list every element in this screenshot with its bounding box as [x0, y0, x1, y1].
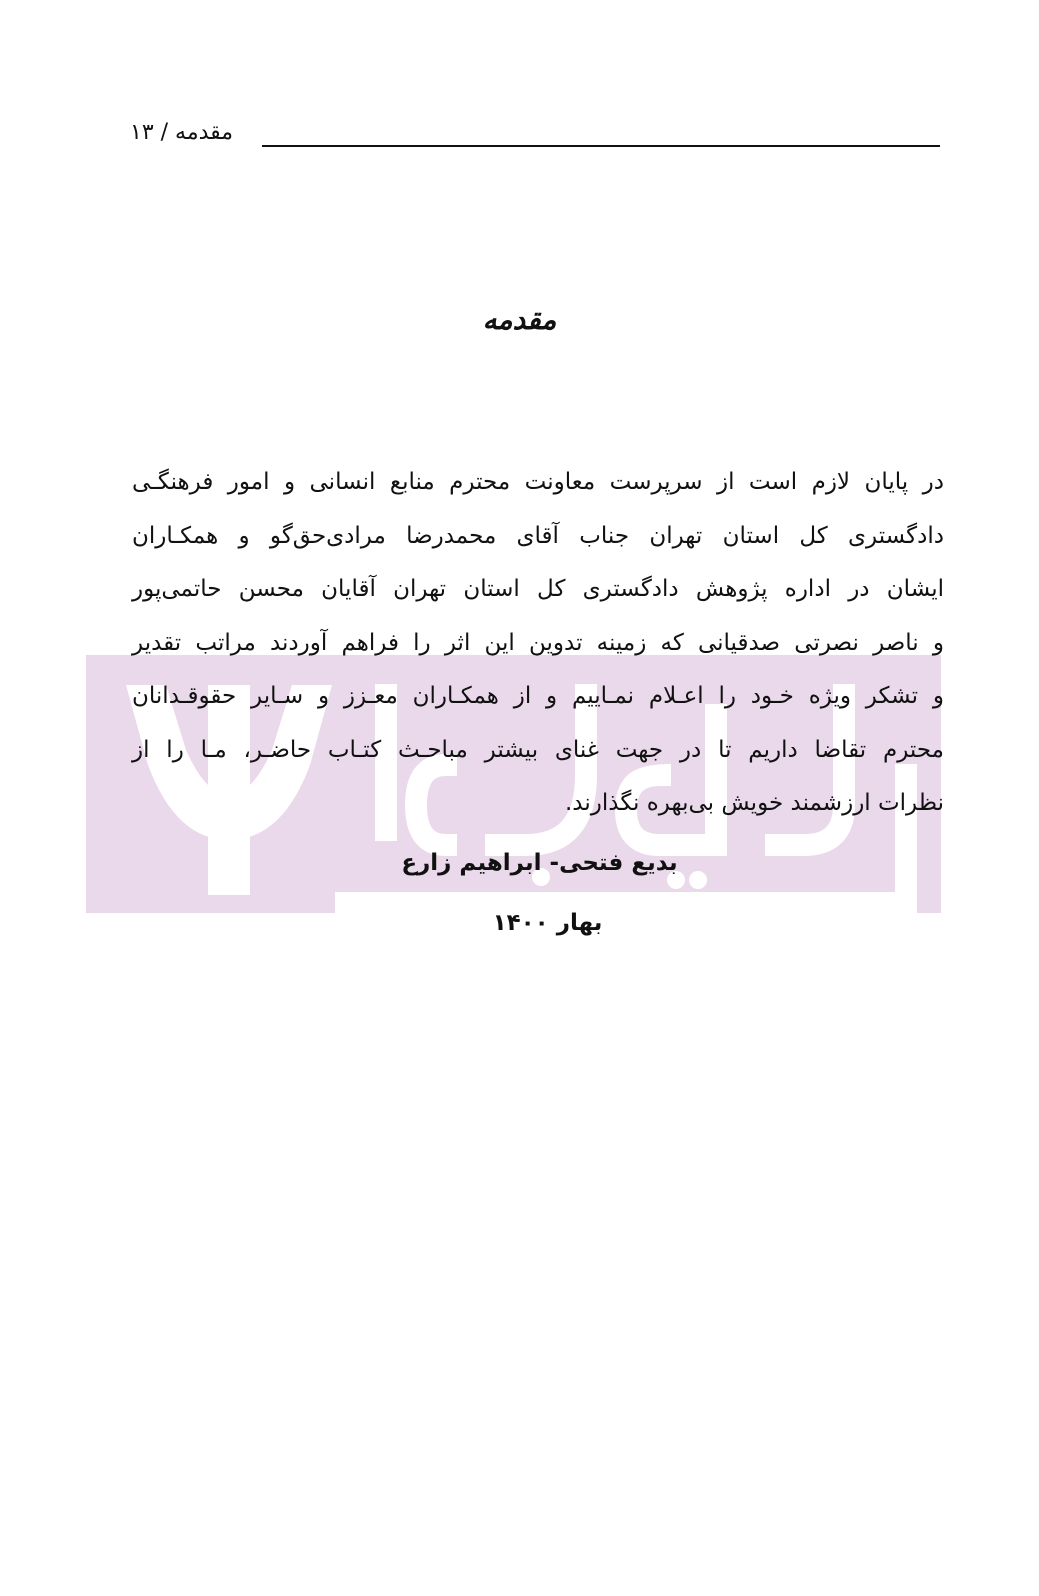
- paragraph-line: در پایان لازم است از سرپرست معاونت محترم منابع انسانی و امور فرهنگـی: [132, 469, 944, 495]
- section-title: مقدمه: [482, 303, 557, 336]
- paragraph-line: ایشان در اداره پژوهش دادگستری کل استان تهران آقایان محسن حاتمی‌پور: [132, 576, 944, 602]
- header-rule: [262, 145, 940, 147]
- paragraph-line: و تشکر ویژه خـود را اعـلام نمـاییم و از همکـاران معـزز و سـایر حقوقـدانان: [132, 683, 944, 709]
- author-signature: بدیع فتحی- ابراهیم زارع: [401, 850, 678, 876]
- paragraph-line: محترم تقاضا داریم تا در جهت غنای بیشتر مباحـث کتـاب حاضـر، مـا را از: [132, 736, 944, 763]
- signature-date: بهار ۱۴۰۰: [492, 910, 603, 936]
- running-head-text: مقدمه / ۱۳: [130, 120, 234, 145]
- paragraph-line: دادگستری کل استان تهران جناب آقای محمدرضا مرادی‌حق‌گو و همکـاران: [132, 522, 944, 549]
- paragraph-line: و ناصر نصرتی صدقیانی که زمینه تدوین این اثر را فراهم آوردند مراتب تقدیر: [132, 629, 944, 656]
- paragraph-line: نظرات ارزشمند خویش بی‌بهره نگذارند.: [564, 790, 944, 816]
- body-paragraph: [132, 456, 944, 831]
